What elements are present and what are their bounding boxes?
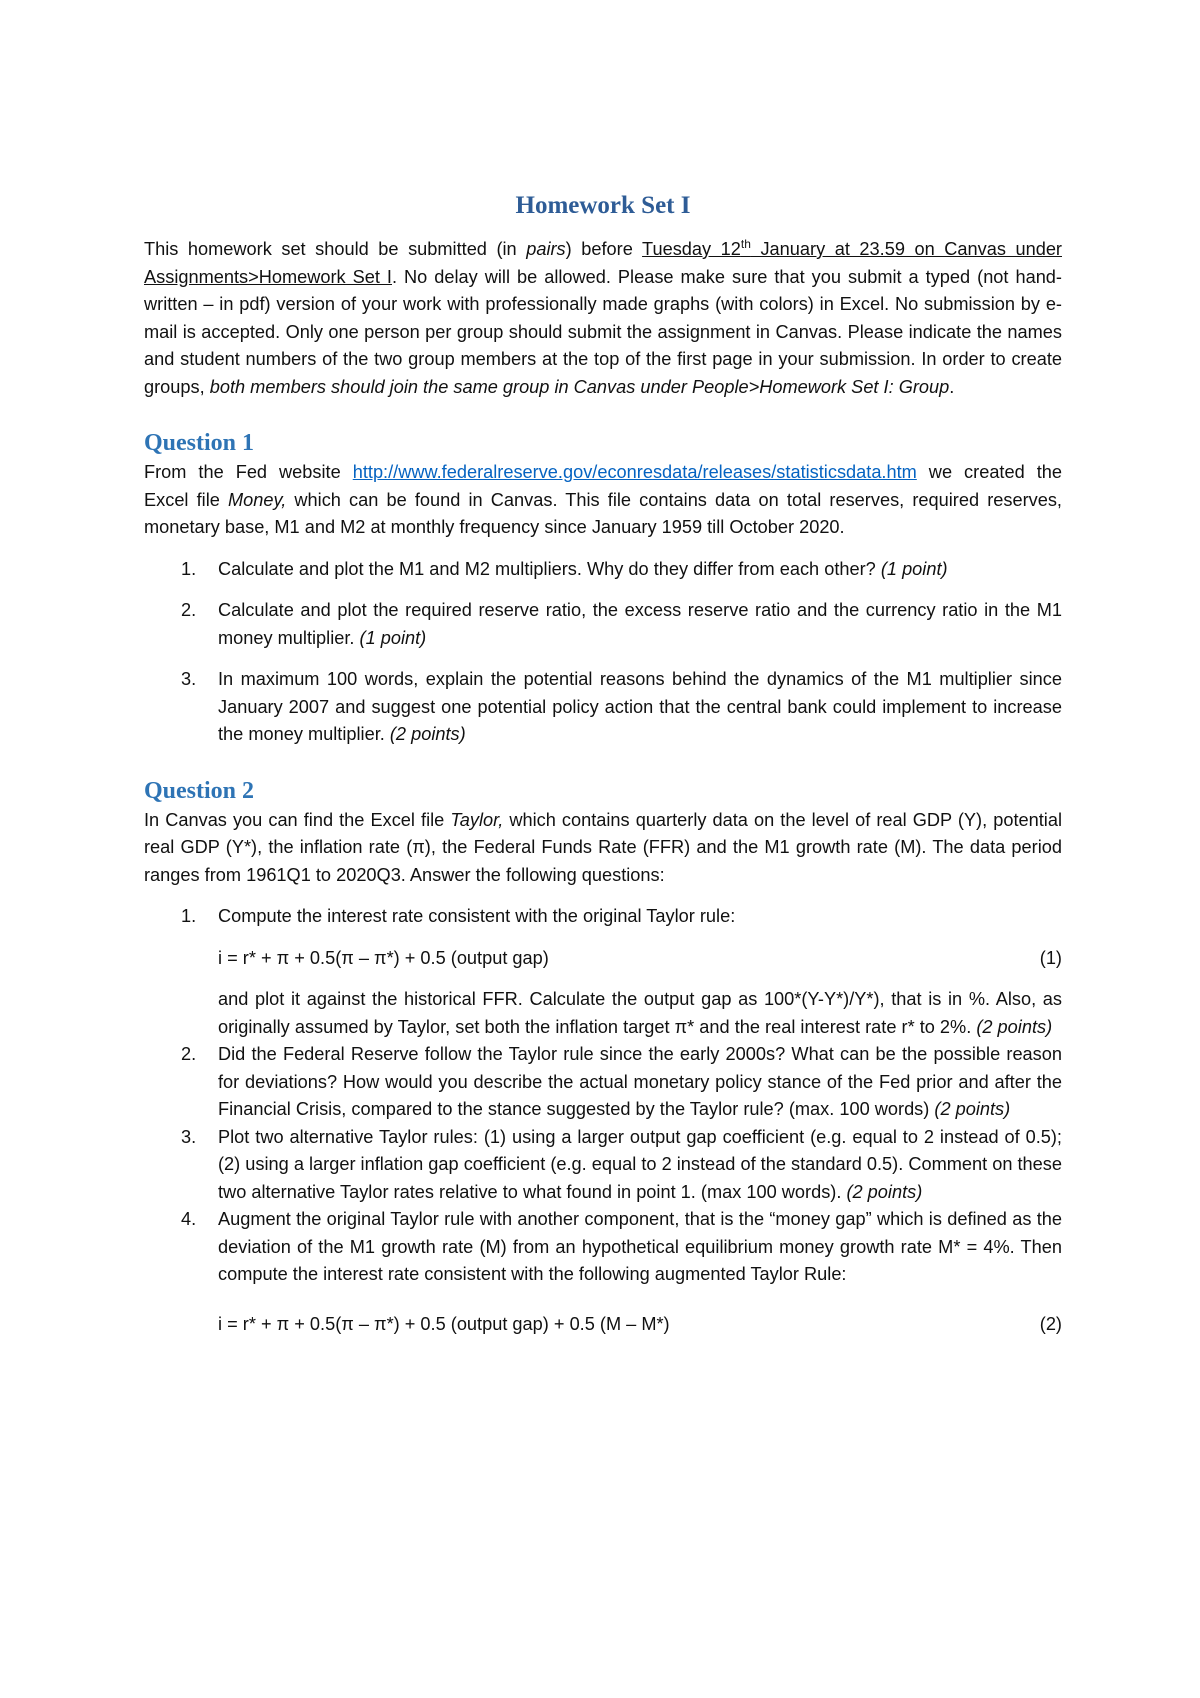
equation-1-number: (1) xyxy=(1039,947,1062,968)
item-text: In maximum 100 words, explain the potential reasons behind the dynamics of the M1 multiplier since January 2007 and suggest one potential policy action that the central bank could implement to increase the money multiplier. xyxy=(218,669,1062,744)
item-text: Calculate and plot the M1 and M2 multipliers. Why do they differ from each other? xyxy=(218,558,881,579)
item-points: (2 points) xyxy=(846,1181,923,1202)
equation-2-number: (2) xyxy=(1039,1313,1062,1334)
question-2-list xyxy=(144,903,1062,931)
list-item xyxy=(144,556,1062,584)
q1-text: we created the Excel file xyxy=(144,462,1063,510)
deadline-rest: January at 23.59 on Canvas under Assignments>Homework Set I xyxy=(144,239,1062,287)
question-1-paragraph xyxy=(144,459,1062,542)
question-2-heading: Question 2 xyxy=(144,777,255,804)
item-points: (2 points) xyxy=(934,1099,1011,1119)
intro-text: This homework set should be submitted (in xyxy=(144,239,527,259)
item-points: (1 point) xyxy=(880,558,948,579)
intro-text: ) before xyxy=(565,239,643,259)
question-2-list-continued xyxy=(144,1041,1062,1289)
deadline-day: Tuesday 12 xyxy=(642,239,741,259)
followup-text: and plot it against the historical FFR. Calculate the output gap as 100*(Y-Y*)/Y*), that is in %. Also, as originally assumed by Taylor, set both the inflation target π* and the real interest rate r* to 2%. xyxy=(218,989,1062,1037)
intro-text: . xyxy=(949,376,955,397)
item-points: (1 point) xyxy=(359,627,427,648)
equation-2-text: i = r* + π + 0.5(π – π*) + 0.5 (output gap) + 0.5 (M – M*) xyxy=(218,1313,670,1334)
intro-paragraph xyxy=(144,236,1062,401)
equation-2 xyxy=(144,1311,1062,1339)
q1-text: which can be found in Canvas. This file contains data on total reserves, required reserves, monetary base, M1 and M2 at monthly frequency since January 1959 till October 2020. xyxy=(144,489,1062,537)
document-content xyxy=(144,190,1062,1338)
deadline-sup: th xyxy=(740,236,751,251)
item-points: (2 points) xyxy=(976,1016,1053,1037)
item-number: 2. xyxy=(181,600,197,620)
intro-pairs: pairs xyxy=(526,239,566,259)
item-text: Augment the original Taylor rule with another component, that is the “money gap” which is defined as the deviation of the M1 growth rate (M) from an hypothetical equilibrium money growth rate M* = 4%. Then compute the interest rate consistent with the following augmented Taylor Rule: xyxy=(218,1209,1062,1284)
question-2-paragraph xyxy=(144,807,1062,890)
list-item xyxy=(144,666,1062,749)
q2-text: which contains quarterly data on the level of real GDP (Y), potential real GDP (Y*), the inflation rate (π), the Federal Funds Rate (FFR) and the M1 growth rate (M). The data period ranges from 1961Q1 to 2020Q3. Answer the following questions: xyxy=(144,809,1062,885)
q2-file-name: Taylor, xyxy=(450,809,504,830)
q2-text: In Canvas you can find the Excel file xyxy=(144,809,451,830)
item-text: Compute the interest rate consistent with the original Taylor rule: xyxy=(218,906,736,926)
q1-file-name: Money, xyxy=(227,489,287,510)
intro-text: . No delay will be allowed. Please make sure that you submit a typed (not hand-written – in pdf) version of your work with professionally made graphs (with colors) in Excel. No submission by e-mail is accepted. Only one person per group should submit the assignment in Canvas. Please indicate the names and student numbers of the two group members at the top of the first page in your submission. In order to create groups, xyxy=(144,266,1062,397)
item-text: Calculate and plot the required reserve ratio, the excess reserve ratio and the currency ratio in the M1 money multiplier. xyxy=(218,600,1062,648)
list-item xyxy=(144,1124,1062,1207)
list-item xyxy=(144,903,1062,931)
page-title: Homework Set I xyxy=(515,192,691,219)
item-number: 1. xyxy=(181,558,197,579)
question-1-heading: Question 1 xyxy=(144,430,255,456)
list-item xyxy=(144,597,1062,652)
list-item xyxy=(144,1206,1062,1289)
item-text: Plot two alternative Taylor rules: (1) using a larger output gap coefficient (e.g. equal to 2 instead of 0.5); (2) using a larger inflation gap coefficient (e.g. equal to 2 instead of the standard 0.5). Comment on these two alternative Taylor rates relative to what found in point 1. (max 100 words). xyxy=(218,1126,1062,1202)
item-number: 3. xyxy=(181,1126,197,1147)
intro-group-instructions: both members should join the same group in Canvas under People>Homework Set I: Group xyxy=(209,376,950,397)
equation-1-text: i = r* + π + 0.5(π – π*) + 0.5 (output gap) xyxy=(218,947,549,968)
q1-text: From the Fed website xyxy=(144,462,353,482)
equation-1 xyxy=(144,945,1062,973)
item-number: 3. xyxy=(181,669,197,689)
item-number: 1. xyxy=(181,906,197,926)
fed-website-link[interactable]: http://www.federalreserve.gov/econresdata/releases/statisticsdata.htm xyxy=(352,462,917,482)
item-number: 4. xyxy=(181,1209,197,1229)
item-points: (2 points) xyxy=(389,724,466,744)
item-number: 2. xyxy=(181,1044,197,1064)
item-text: Did the Federal Reserve follow the Taylor rule since the early 2000s? What can be the possible reason for deviations? How would you describe the actual monetary policy stance of the Fed prior and after the Financial Crisis, compared to the stance suggested by the Taylor rule? (max. 100 words) xyxy=(218,1044,1062,1119)
question-1-list xyxy=(144,556,1062,749)
equation-1-followup xyxy=(144,986,1062,1041)
list-item xyxy=(144,1041,1062,1124)
